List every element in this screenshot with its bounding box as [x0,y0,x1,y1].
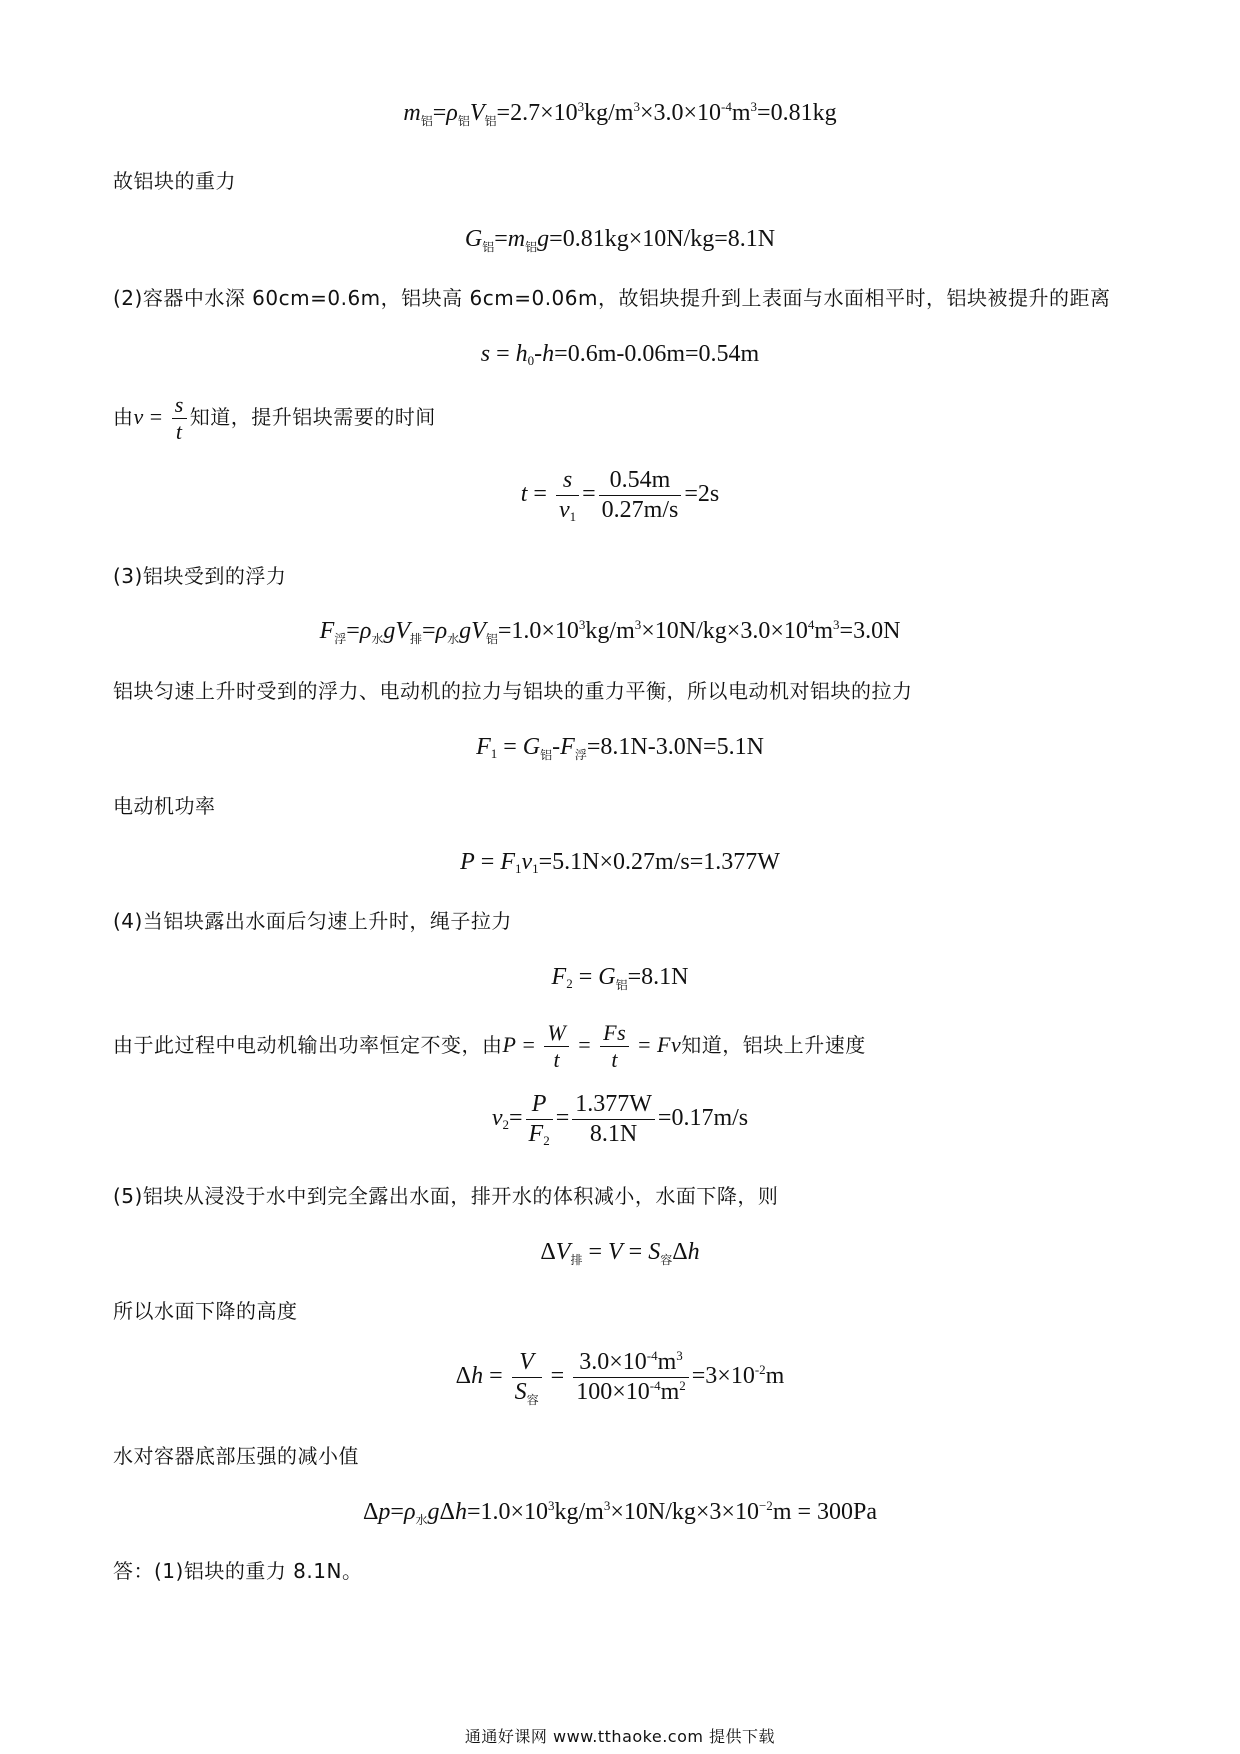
text-answer: 答：(1)铝块的重力 8.1N。 [113,1559,363,1583]
equation-power: $P = F_1v_1=5.1N\times 0.27m/s=1.377W$ [460,849,780,876]
text-height-label: 所以水面下降的高度 [113,1299,298,1323]
equation-v2: $v_2=$ $\frac{P}{F_2}$ = $\frac{1.377W}{8.1N}$ =0.17m/s [491,1091,749,1148]
text-part5: (5)铝块从浸没于水中到完全露出水面，排开水的体积减小，水面下降，则 [113,1184,779,1208]
footer-source: 通通好课网 www.tthaoke.com 提供下载 [464,1727,776,1746]
equation-f2: $F_2 = G_铝=8.1N$ [551,964,689,992]
equation-delta-v: $\Delta V_排 = V = S_容\Delta h$ [540,1239,700,1267]
equation-mass: $m_铝=\rho_铝V_铝=2.7\times 10^3kg/m^3\times 3.0\times 10^{-4}m^3=0.81kg$ [403,99,837,128]
text-pressure-label: 水对容器底部压强的减小值 [113,1444,359,1468]
text-part4: (4)当铝块露出水面后匀速上升时，绳子拉力 [113,909,512,933]
text-part3: (3)铝块受到的浮力 [113,564,287,588]
fraction-s-over-t: $\frac{s}{t}$ [172,392,187,446]
text-power-formula: 由于此过程中电动机输出功率恒定不变，由P = $\frac{W}{t}$ = $\frac{Fs}{t}$ = Fv知道，铝块上升速度 [113,1020,866,1073]
equation-distance: $s = h_0-h=0.6m-0.06m=0.54m$ [480,341,760,368]
equation-time: t = $\frac{s}{v_1}$ = $\frac{0.54m}{0.27m/s}$ =2s [520,467,720,524]
equation-buoyancy: $F_浮=\rho_水gV_排=\rho_水gV_铝=1.0\times 10^3kg/m^3\times 10N/kg\times 3.0\times 10^4m^3=3.0N$ [319,617,901,646]
text-part2: (2)容器中水深 60cm=0.6m，铝块高 6cm=0.06m，故铝块提升到上表面与水面相平时，铝块被提升的距离 [113,286,1111,310]
equation-delta-h: Δh = $\frac{V}{S_容}$ = $\frac{3.0\times 10^{-4}m^3}{100\times 10^{-4}m^2}$ $=3\times 10^{-2}m$ [455,1348,785,1407]
equation-delta-p: $\Delta p=\rho_水g\Delta h=1.0\times 10^3kg/m^3\times 10N/kg\times 3\times 10^{-2}m = 300Pa$ [362,1498,878,1527]
text-power-label: 电动机功率 [113,794,216,818]
text-balance: 铝块匀速上升时受到的浮力、电动机的拉力与铝块的重力平衡，所以电动机对铝块的拉力 [113,679,913,703]
equation-f1: $F_1 = G_铝-F_浮=8.1N-3.0N=5.1N$ [476,734,764,762]
equation-weight: $G_铝=m_铝g=0.81kg\times 10N/kg=8.1N$ [464,226,776,254]
text-weight-label: 故铝块的重力 [113,169,236,193]
text-velocity-formula: 由v = $\frac{s}{t}$ 知道，提升铝块需要的时间 [113,392,436,445]
